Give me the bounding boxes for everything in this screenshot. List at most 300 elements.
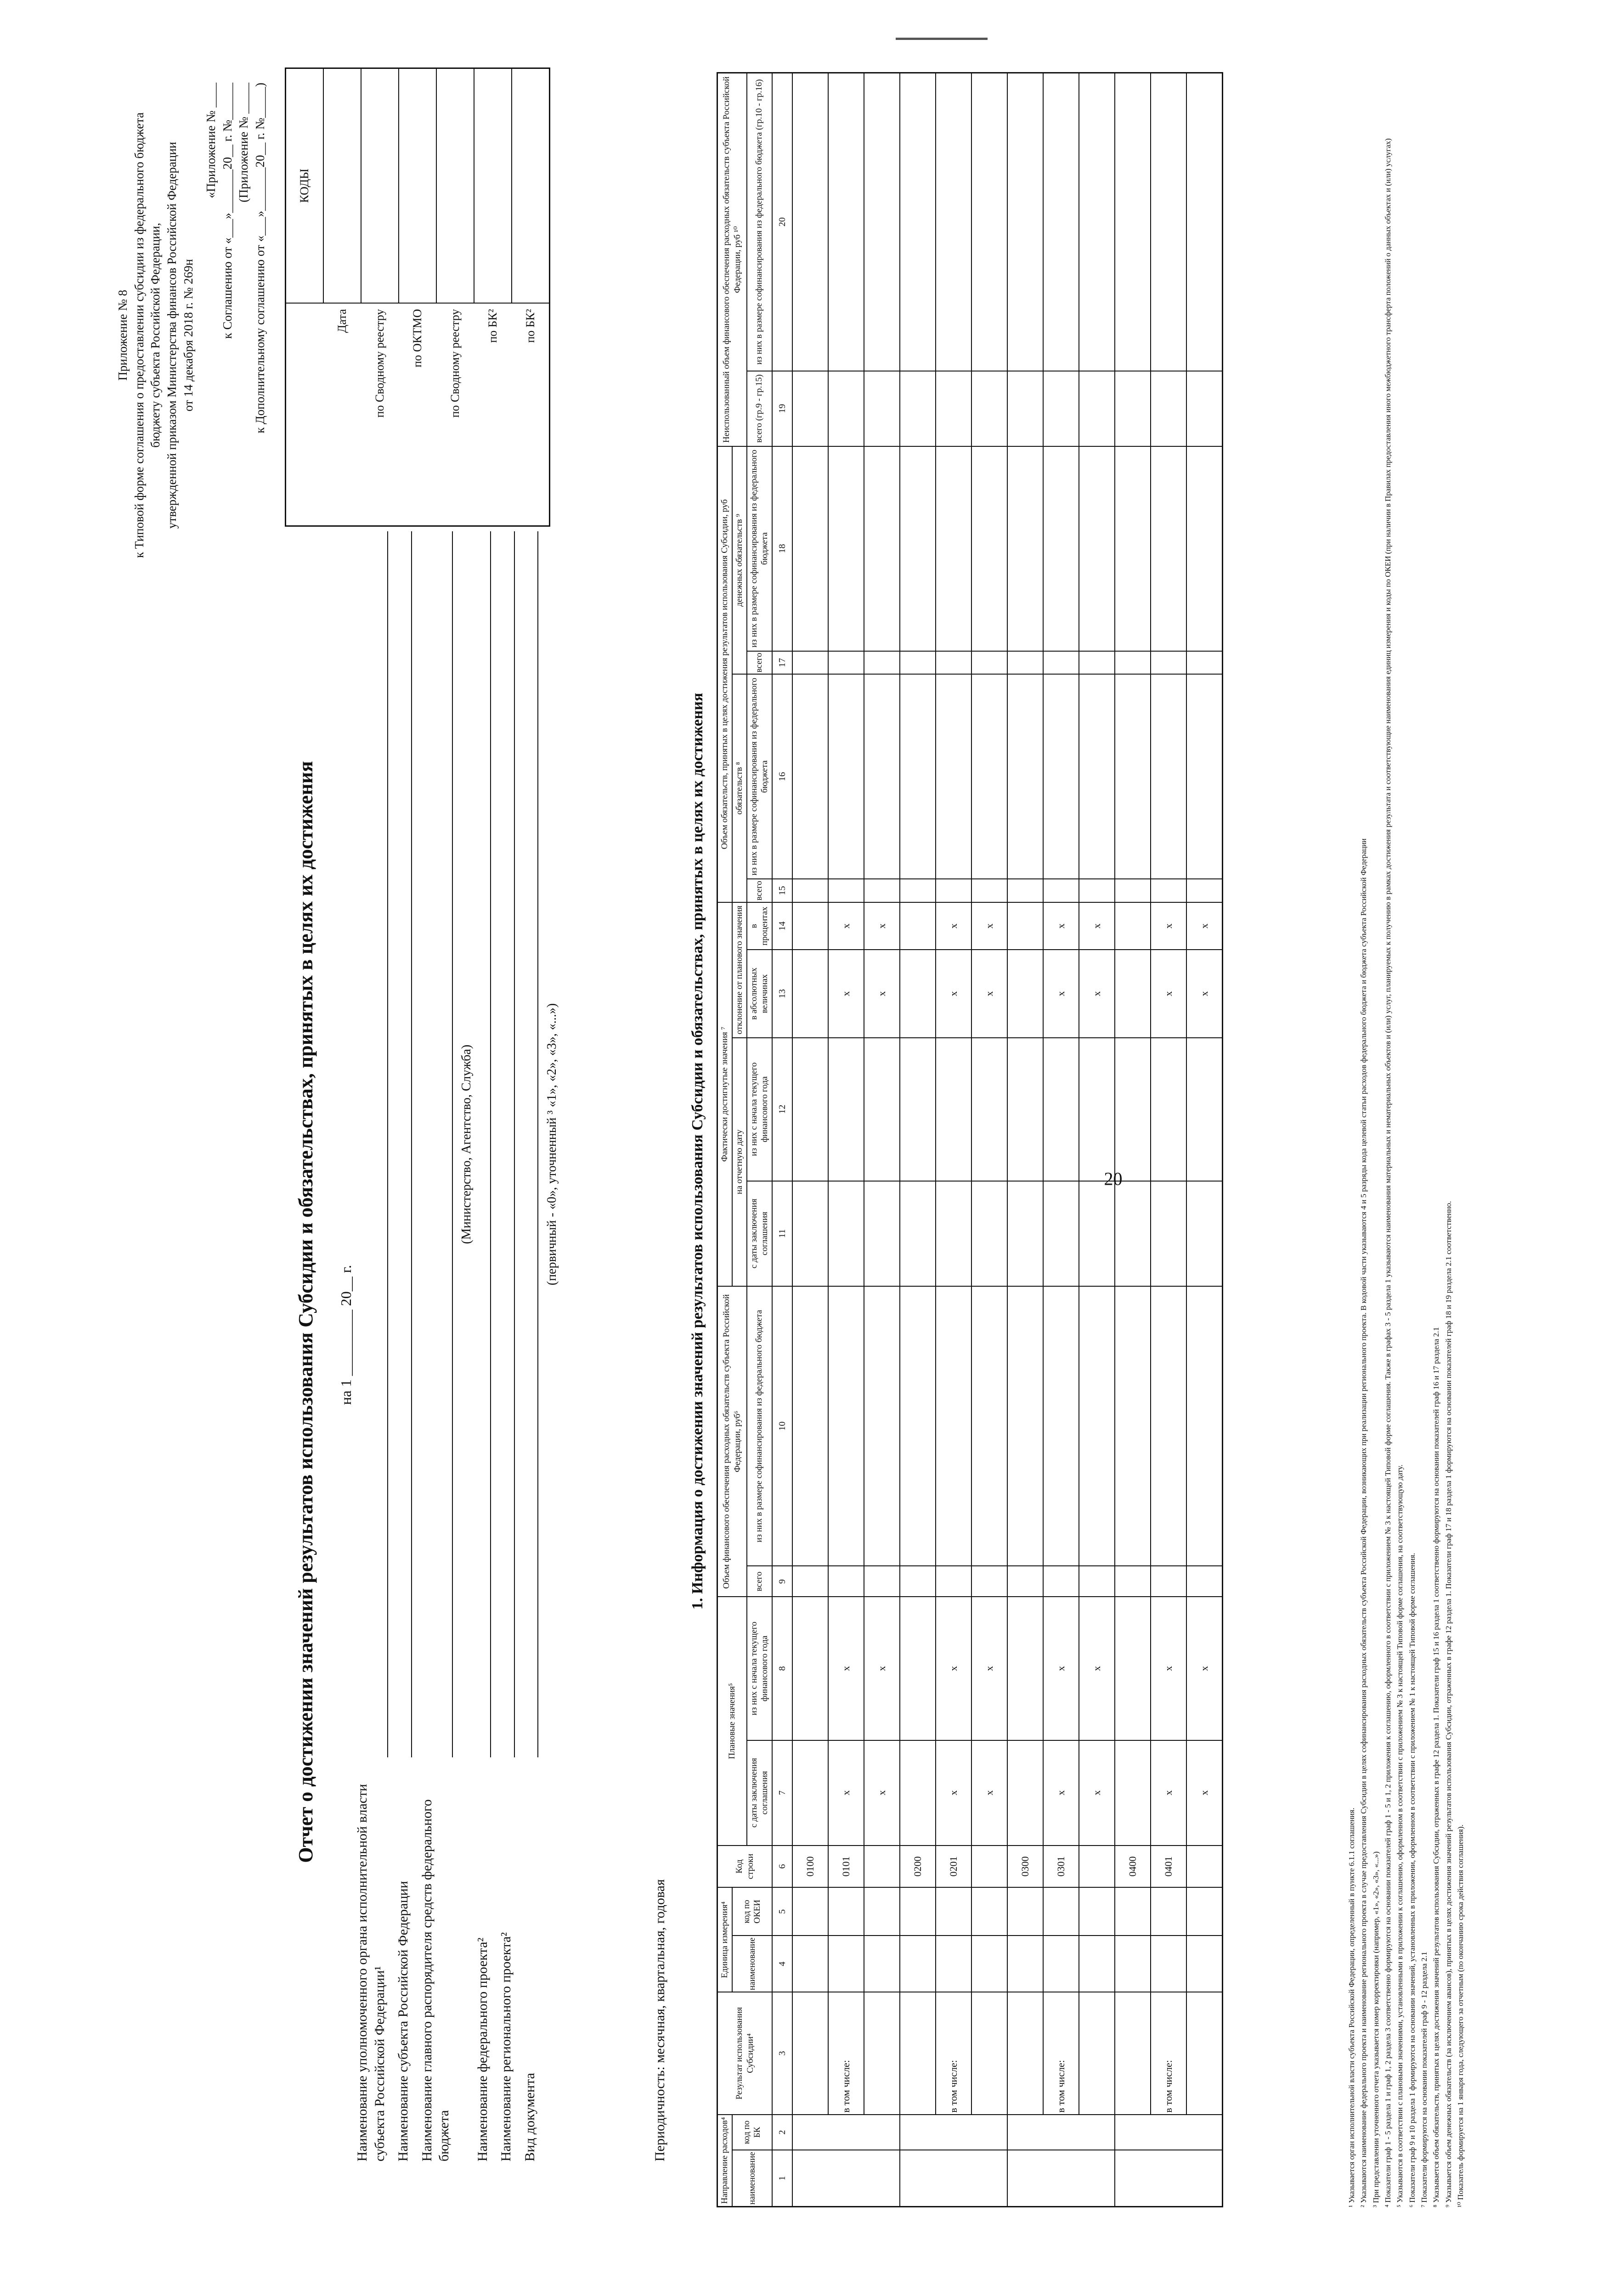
annex-line: «Приложение № ____ bbox=[204, 83, 218, 198]
cell[interactable] bbox=[1043, 1286, 1079, 1566]
code-cell[interactable] bbox=[512, 68, 550, 304]
cell[interactable] bbox=[1079, 879, 1115, 902]
cross-cell: x bbox=[828, 902, 864, 950]
page-title: Отчет о достижении значений результатов использования Субсидии и обязательствах, принятых в целях их достижения bbox=[294, 761, 317, 1863]
cell[interactable] bbox=[792, 950, 828, 1037]
cell[interactable] bbox=[900, 1992, 936, 2115]
th-plan: Плановые значения⁵ bbox=[717, 1597, 747, 1845]
cell[interactable] bbox=[1151, 73, 1186, 371]
cell[interactable] bbox=[1043, 651, 1079, 675]
cross-cell: x bbox=[936, 950, 971, 1037]
footnote: ⁶ Показатели граф 9 и 10 раздела 1 формируются на основании значений, установленных в приложении, оформленном в соответствии с приложением № 1 к настоящей Типовой форме соглашения. bbox=[1407, 1553, 1417, 2207]
th-result: Результат использования Субсидии⁴ bbox=[717, 1992, 773, 2115]
cell[interactable] bbox=[1186, 674, 1223, 879]
cell[interactable] bbox=[900, 1936, 936, 1992]
col-number: 6 bbox=[772, 1846, 792, 1888]
page-number: 20 bbox=[1104, 1168, 1123, 1189]
cell[interactable] bbox=[1151, 1887, 1186, 1936]
cross-cell: x bbox=[864, 950, 900, 1037]
cell[interactable] bbox=[792, 1740, 828, 1846]
cell[interactable] bbox=[1079, 1566, 1115, 1597]
col-number: 20 bbox=[772, 73, 792, 371]
cell[interactable] bbox=[900, 2115, 1007, 2150]
cell[interactable] bbox=[936, 446, 971, 651]
cell[interactable] bbox=[828, 1566, 864, 1597]
cell[interactable] bbox=[936, 73, 971, 371]
cell[interactable] bbox=[1151, 371, 1186, 446]
cross-cell: x bbox=[971, 902, 1007, 950]
col-number: 14 bbox=[772, 902, 792, 950]
cell[interactable] bbox=[1079, 73, 1115, 371]
cell[interactable] bbox=[936, 651, 971, 675]
field-line[interactable] bbox=[395, 531, 412, 1757]
cell[interactable] bbox=[1151, 1286, 1186, 1566]
cell[interactable] bbox=[1186, 446, 1223, 651]
row-code: 0200 bbox=[900, 1846, 936, 1888]
cell[interactable] bbox=[971, 371, 1007, 446]
cross-cell: x bbox=[1151, 1597, 1186, 1740]
cell[interactable] bbox=[864, 1846, 900, 1888]
cell[interactable] bbox=[1186, 1181, 1223, 1286]
row-code: 0401 bbox=[1151, 1846, 1186, 1888]
th-year-start: из них с начала текущего финансового года bbox=[747, 1038, 773, 1181]
cell[interactable] bbox=[792, 1181, 828, 1286]
cell[interactable] bbox=[936, 674, 971, 879]
cell[interactable] bbox=[828, 1038, 864, 1181]
cell[interactable] bbox=[864, 73, 900, 371]
cell[interactable] bbox=[792, 1992, 828, 2115]
cell[interactable] bbox=[1043, 674, 1079, 879]
code-label: по ОКТМО bbox=[411, 309, 424, 367]
cell[interactable] bbox=[828, 651, 864, 675]
cell[interactable] bbox=[1079, 674, 1115, 879]
cell[interactable] bbox=[792, 446, 828, 651]
cell[interactable] bbox=[971, 73, 1007, 371]
cell[interactable] bbox=[900, 674, 936, 879]
cell[interactable] bbox=[1043, 1566, 1079, 1597]
cell[interactable] bbox=[900, 2150, 1007, 2206]
cell[interactable] bbox=[1115, 1038, 1151, 1181]
footnote: ¹⁰ Показатель формируется на 1 января года, следующего за отчетным (по окончанию срока действия соглашения). bbox=[1456, 1824, 1465, 2207]
th-total: всего bbox=[747, 879, 773, 902]
cell[interactable] bbox=[1151, 446, 1186, 651]
cell[interactable] bbox=[864, 1992, 900, 2115]
col-number: 5 bbox=[772, 1887, 792, 1936]
cell[interactable] bbox=[1186, 1566, 1223, 1597]
annex-block bbox=[115, 83, 269, 588]
cell[interactable] bbox=[1115, 651, 1151, 675]
cell[interactable] bbox=[864, 1566, 900, 1597]
in-that-label: в том числе: bbox=[936, 1992, 971, 2115]
field-label: Вид документа bbox=[522, 2073, 537, 2161]
cell[interactable] bbox=[792, 651, 828, 675]
th-pct: в процентах bbox=[747, 902, 773, 950]
cell[interactable] bbox=[1079, 1286, 1115, 1566]
cell[interactable] bbox=[828, 1887, 864, 1936]
periodicity: Периодичность: месячная, квартальная, годовая bbox=[652, 1879, 667, 2161]
cell[interactable] bbox=[1186, 1887, 1223, 1936]
cell[interactable] bbox=[828, 674, 864, 879]
cell[interactable] bbox=[1079, 1038, 1115, 1181]
col-number: 3 bbox=[772, 1992, 792, 2115]
cell[interactable] bbox=[1115, 1992, 1151, 2115]
th-unused-cofin: из них в размере софинансирования из федерального бюджета (гр.10 - гр.16) bbox=[747, 73, 773, 371]
th-name: наименование bbox=[732, 2150, 772, 2206]
cell[interactable] bbox=[864, 879, 900, 902]
cell[interactable] bbox=[1079, 371, 1115, 446]
cell[interactable] bbox=[971, 1936, 1007, 1992]
cell[interactable] bbox=[1151, 651, 1186, 675]
cell[interactable] bbox=[1043, 446, 1079, 651]
cell[interactable] bbox=[1007, 651, 1043, 675]
cell[interactable] bbox=[1115, 902, 1151, 950]
cell[interactable] bbox=[1186, 1936, 1223, 1992]
annex-line: бюджету субъекта Российской Федерации, bbox=[148, 223, 163, 448]
col-number: 7 bbox=[772, 1740, 792, 1846]
cell[interactable] bbox=[1043, 1038, 1079, 1181]
th-total: всего bbox=[747, 651, 773, 675]
cell[interactable] bbox=[1079, 651, 1115, 675]
cell[interactable] bbox=[1151, 1181, 1186, 1286]
row-code: 0101 bbox=[828, 1846, 864, 1888]
cell[interactable] bbox=[900, 950, 936, 1037]
th-cofin: из них в размере софинансирования из федерального бюджета bbox=[747, 446, 773, 651]
code-cell[interactable] bbox=[436, 68, 474, 304]
cell[interactable] bbox=[1186, 1992, 1223, 2115]
th-from-sign: с даты заключения соглашения bbox=[747, 1740, 773, 1846]
cell[interactable] bbox=[900, 1887, 936, 1936]
cell[interactable] bbox=[864, 1286, 900, 1566]
cell[interactable] bbox=[828, 371, 864, 446]
code-cell[interactable] bbox=[474, 68, 512, 304]
cell[interactable] bbox=[936, 1181, 971, 1286]
cell[interactable] bbox=[864, 651, 900, 675]
cross-cell: x bbox=[936, 1597, 971, 1740]
header-fields bbox=[354, 531, 559, 2161]
cell[interactable] bbox=[971, 879, 1007, 902]
th-unused: Неиспользованный объем финансового обеспечения расходных обязательств субъекта Российской Федерации, руб ¹⁰ bbox=[717, 73, 747, 446]
th-unit: Единица измерения⁴ bbox=[717, 1887, 732, 1992]
cell[interactable] bbox=[792, 2150, 900, 2206]
cross-cell: x bbox=[971, 950, 1007, 1037]
cell[interactable] bbox=[1115, 1566, 1151, 1597]
cross-cell: x bbox=[1043, 1597, 1079, 1740]
cell[interactable] bbox=[792, 1566, 828, 1597]
cell[interactable] bbox=[1186, 1286, 1223, 1566]
cross-cell: x bbox=[1079, 950, 1115, 1037]
cell[interactable] bbox=[1151, 1038, 1186, 1181]
cell[interactable] bbox=[1115, 1181, 1151, 1286]
col-number: 9 bbox=[772, 1566, 792, 1597]
code-label: по БК² bbox=[523, 309, 537, 343]
footnote: ² Указываются наименование федерального проекта и наименование регионального проекта в случае предоставления Субсидии в целях софинансирования расходных обязательств субъекта Российской Федерации, возникающих при реализации регионального проекта. В кодовой части указываются 4 и 5 разряды кода целевой статьи расходов федерального бюджета и бюджета субъекта Российской Федерации bbox=[1359, 838, 1368, 2207]
cell[interactable] bbox=[971, 1038, 1007, 1181]
cell[interactable] bbox=[971, 1566, 1007, 1597]
cell[interactable] bbox=[864, 1887, 900, 1936]
code-label: по Сводному реестру bbox=[448, 309, 462, 418]
cross-cell: x bbox=[1043, 902, 1079, 950]
code-cell[interactable] bbox=[399, 68, 436, 304]
cross-cell: x bbox=[1079, 1740, 1115, 1846]
th-unit-name: наименование bbox=[732, 1936, 772, 1992]
field-line[interactable] bbox=[372, 531, 388, 1757]
field-line[interactable] bbox=[498, 531, 515, 1757]
footnote: ⁸ Указывается объем обязательств, принятых в целях достижения значений результатов использования Субсидии, отраженных в графе 12 раздела 1. Показатели граф 15 и 16 раздела 1 соответственно формируются на основании показателей граф 16 и 17 раздела 2.1 bbox=[1432, 1327, 1441, 2207]
codes-header: КОДЫ bbox=[286, 68, 324, 304]
in-that-label: в том числе: bbox=[1043, 1992, 1079, 2115]
cell[interactable] bbox=[1115, 1740, 1151, 1846]
field-label: Наименование главного распорядителя средств федерального бюджета bbox=[419, 1799, 452, 2161]
cell[interactable] bbox=[1151, 674, 1186, 879]
cross-cell: x bbox=[828, 1740, 864, 1846]
th-cofin: из них в размере софинансирования из федерального бюджета bbox=[747, 674, 773, 879]
cell[interactable] bbox=[900, 1740, 936, 1846]
cell[interactable] bbox=[936, 1038, 971, 1181]
cell[interactable] bbox=[936, 879, 971, 902]
cell[interactable] bbox=[1079, 1992, 1115, 2115]
cell[interactable] bbox=[1007, 73, 1043, 371]
th-on-date: на отчетную дату bbox=[732, 1038, 747, 1286]
cross-cell: x bbox=[971, 1597, 1007, 1740]
cross-cell: x bbox=[1186, 1740, 1223, 1846]
cross-cell: x bbox=[1151, 950, 1186, 1037]
cell[interactable] bbox=[864, 371, 900, 446]
cell[interactable] bbox=[792, 1038, 828, 1181]
field-label: Наименование уполномоченного органа исполнительной власти субъекта Российской Федерации¹ bbox=[355, 1784, 387, 2161]
cross-cell: x bbox=[828, 1597, 864, 1740]
cell[interactable] bbox=[1007, 1887, 1043, 1936]
cell[interactable] bbox=[828, 1286, 864, 1566]
cell[interactable] bbox=[792, 2115, 900, 2150]
code-label: по Сводному реестру bbox=[373, 309, 386, 418]
cell[interactable] bbox=[1151, 1566, 1186, 1597]
cell[interactable] bbox=[1043, 1181, 1079, 1286]
cell[interactable] bbox=[1079, 1181, 1115, 1286]
footnote: ¹ Указывается орган исполнительной власти субъекта Российской Федерации, определенный в пункте 6.1.1 соглашения. bbox=[1347, 1807, 1356, 2207]
cross-cell: x bbox=[1079, 902, 1115, 950]
cell[interactable] bbox=[1115, 1887, 1151, 1936]
cell[interactable] bbox=[1007, 2150, 1115, 2206]
cell[interactable] bbox=[1115, 1286, 1151, 1566]
cross-cell: x bbox=[936, 1740, 971, 1846]
cross-cell: x bbox=[828, 950, 864, 1037]
cell[interactable] bbox=[1115, 1597, 1151, 1740]
th-volume: Объем финансового обеспечения расходных обязательств субъекта Российской Федерации, руб⁶ bbox=[717, 1286, 747, 1597]
cross-cell: x bbox=[864, 902, 900, 950]
cell[interactable] bbox=[792, 902, 828, 950]
cell[interactable] bbox=[792, 879, 828, 902]
cell[interactable] bbox=[971, 651, 1007, 675]
cell[interactable] bbox=[971, 1181, 1007, 1286]
cell[interactable] bbox=[1007, 1181, 1043, 1286]
cell[interactable] bbox=[900, 446, 936, 651]
cell[interactable] bbox=[971, 1286, 1007, 1566]
field-line[interactable] bbox=[522, 531, 538, 1757]
cell[interactable] bbox=[1007, 446, 1043, 651]
cell[interactable] bbox=[1007, 1992, 1043, 2115]
cell[interactable] bbox=[971, 446, 1007, 651]
cell[interactable] bbox=[1007, 902, 1043, 950]
cell[interactable] bbox=[864, 446, 900, 651]
row-code: 0100 bbox=[792, 1846, 828, 1888]
th-direction: Направление расходов⁴ bbox=[717, 2115, 732, 2207]
annex-line: от 14 декабря 2018 г. № 269н bbox=[181, 259, 195, 412]
cell[interactable] bbox=[1007, 1566, 1043, 1597]
cell[interactable] bbox=[828, 879, 864, 902]
cell[interactable] bbox=[936, 1936, 971, 1992]
annex-line: Приложение № 8 bbox=[116, 290, 130, 381]
cell[interactable] bbox=[1115, 371, 1151, 446]
field-label: Наименование федерального проекта² bbox=[474, 1937, 490, 2161]
cell[interactable] bbox=[864, 1181, 900, 1286]
cell[interactable] bbox=[1007, 950, 1043, 1037]
code-label: по БК² bbox=[486, 309, 499, 343]
th-date-sign: с даты заключения соглашения bbox=[747, 1181, 773, 1286]
report-date: на 1 _________ 20__ г. bbox=[338, 1265, 354, 1405]
cell[interactable] bbox=[792, 371, 828, 446]
cell[interactable] bbox=[1079, 1936, 1115, 1992]
cell[interactable] bbox=[1079, 446, 1115, 651]
cell[interactable] bbox=[1115, 674, 1151, 879]
cell[interactable] bbox=[792, 674, 828, 879]
cell[interactable] bbox=[900, 902, 936, 950]
cell[interactable] bbox=[971, 674, 1007, 879]
th-bk: код по БК bbox=[732, 2115, 772, 2150]
cell[interactable] bbox=[864, 1936, 900, 1992]
cell[interactable] bbox=[971, 1846, 1007, 1888]
cell[interactable] bbox=[792, 1597, 828, 1740]
cross-cell: x bbox=[936, 902, 971, 950]
cell[interactable] bbox=[900, 651, 936, 675]
cell[interactable] bbox=[1007, 1740, 1043, 1846]
field-line[interactable] bbox=[436, 531, 453, 1757]
col-number: 11 bbox=[772, 1181, 792, 1286]
cell[interactable] bbox=[1007, 371, 1043, 446]
cell[interactable] bbox=[971, 1887, 1007, 1936]
cell[interactable] bbox=[864, 1038, 900, 1181]
scan-mark bbox=[896, 38, 988, 40]
th-unused-total: всего (гр.9 - гр.15) bbox=[747, 371, 773, 446]
cell[interactable] bbox=[1007, 1597, 1043, 1740]
field-label: Наименование субъекта Российской Федерации bbox=[395, 1881, 411, 2161]
cell[interactable] bbox=[900, 1566, 936, 1597]
cell[interactable] bbox=[1007, 1038, 1043, 1181]
cross-cell: x bbox=[1079, 1597, 1115, 1740]
cell[interactable] bbox=[1151, 879, 1186, 902]
cell[interactable] bbox=[828, 1181, 864, 1286]
cross-cell: x bbox=[1186, 1597, 1223, 1740]
section-title: 1. Информация о достижении значений результатов использования Субсидии и обязательствах, принятых в целях их достижения bbox=[689, 692, 706, 1610]
cell[interactable] bbox=[971, 1992, 1007, 2115]
cell[interactable] bbox=[1043, 1887, 1079, 1936]
cell[interactable] bbox=[900, 879, 936, 902]
cell[interactable] bbox=[828, 1936, 864, 1992]
cell[interactable] bbox=[1115, 2150, 1223, 2206]
report-table bbox=[717, 72, 1223, 2207]
cell[interactable] bbox=[900, 1181, 936, 1286]
cell[interactable] bbox=[936, 371, 971, 446]
cell[interactable] bbox=[1115, 2115, 1223, 2150]
code-cell[interactable] bbox=[361, 68, 399, 304]
cell[interactable] bbox=[1186, 879, 1223, 902]
code-label: Дата bbox=[335, 309, 349, 333]
annex-line: утвержденной приказом Министерства финансов Российской Федерации bbox=[164, 141, 179, 529]
cell[interactable] bbox=[1007, 2115, 1115, 2150]
footnotes bbox=[1346, 72, 1467, 2207]
th-okei: код по ОКЕИ bbox=[732, 1887, 772, 1936]
cell[interactable] bbox=[936, 1566, 971, 1597]
footnote: ⁵ Указываются в соответствии с плановыми значениями, установленными в приложении к соглашению, оформленном в соответствии с приложением № 3 к настоящей Типовой форме соглашения, на соответствующую дату. bbox=[1395, 1464, 1405, 2207]
row-code: 0300 bbox=[1007, 1846, 1043, 1888]
cell[interactable] bbox=[1079, 1887, 1115, 1936]
col-number: 17 bbox=[772, 651, 792, 675]
cell[interactable] bbox=[900, 1286, 936, 1566]
cell[interactable] bbox=[1043, 73, 1079, 371]
cell[interactable] bbox=[1115, 446, 1151, 651]
cell[interactable] bbox=[828, 446, 864, 651]
cell[interactable] bbox=[1007, 674, 1043, 879]
cell[interactable] bbox=[1186, 1846, 1223, 1888]
cell[interactable] bbox=[792, 1887, 828, 1936]
cell[interactable] bbox=[900, 371, 936, 446]
cell[interactable] bbox=[1186, 371, 1223, 446]
cell[interactable] bbox=[828, 73, 864, 371]
annex-line: (Приложение № _____ bbox=[237, 83, 251, 203]
cell[interactable] bbox=[792, 1936, 828, 1992]
cell[interactable] bbox=[1186, 1038, 1223, 1181]
cell[interactable] bbox=[1151, 1936, 1186, 1992]
cell[interactable] bbox=[900, 1597, 936, 1740]
cell[interactable] bbox=[936, 1286, 971, 1566]
cell[interactable] bbox=[1007, 1286, 1043, 1566]
cross-cell: x bbox=[1043, 950, 1079, 1037]
cell[interactable] bbox=[1115, 73, 1151, 371]
cell[interactable] bbox=[1043, 371, 1079, 446]
cell[interactable] bbox=[1043, 1936, 1079, 1992]
cross-cell: x bbox=[971, 1740, 1007, 1846]
cell[interactable] bbox=[1115, 1936, 1151, 1992]
cell[interactable] bbox=[900, 73, 936, 371]
cell[interactable] bbox=[1043, 879, 1079, 902]
in-that-label: в том числе: bbox=[1151, 1992, 1186, 2115]
code-cell[interactable] bbox=[323, 68, 361, 304]
col-number: 8 bbox=[772, 1597, 792, 1740]
th-from-year: из них с начала текущего финансового года bbox=[747, 1597, 773, 1740]
cell[interactable] bbox=[1186, 651, 1223, 675]
cell[interactable] bbox=[1115, 879, 1151, 902]
cell[interactable] bbox=[1007, 879, 1043, 902]
th-total: всего bbox=[747, 1566, 773, 1597]
cell[interactable] bbox=[1079, 1846, 1115, 1888]
cross-cell: x bbox=[864, 1740, 900, 1846]
th-fact: Фактически достигнутые значения ⁷ bbox=[717, 902, 732, 1286]
th-obligations: обязательств ⁸ bbox=[732, 674, 747, 902]
cell[interactable] bbox=[1186, 73, 1223, 371]
cell[interactable] bbox=[792, 73, 828, 371]
field-line[interactable] bbox=[474, 531, 491, 1757]
footnote: ³ При представлении уточненного отчета указывается номер корректировки (например, «1», «2», «3», «...») bbox=[1371, 1851, 1380, 2207]
annex-line: к Типовой форме соглашения о предоставлении субсидии из федерального бюджета bbox=[132, 112, 146, 558]
cell[interactable] bbox=[936, 1887, 971, 1936]
cell[interactable] bbox=[792, 1286, 828, 1566]
col-number: 4 bbox=[772, 1936, 792, 1992]
footnote: ⁷ Показатели формируются на основании показателей граф 9 - 12 раздела 2.1 bbox=[1420, 1952, 1429, 2207]
cell[interactable] bbox=[1007, 1936, 1043, 1992]
cell[interactable] bbox=[1115, 950, 1151, 1037]
cell[interactable] bbox=[900, 1038, 936, 1181]
cell[interactable] bbox=[864, 674, 900, 879]
col-number: 2 bbox=[772, 2115, 792, 2150]
